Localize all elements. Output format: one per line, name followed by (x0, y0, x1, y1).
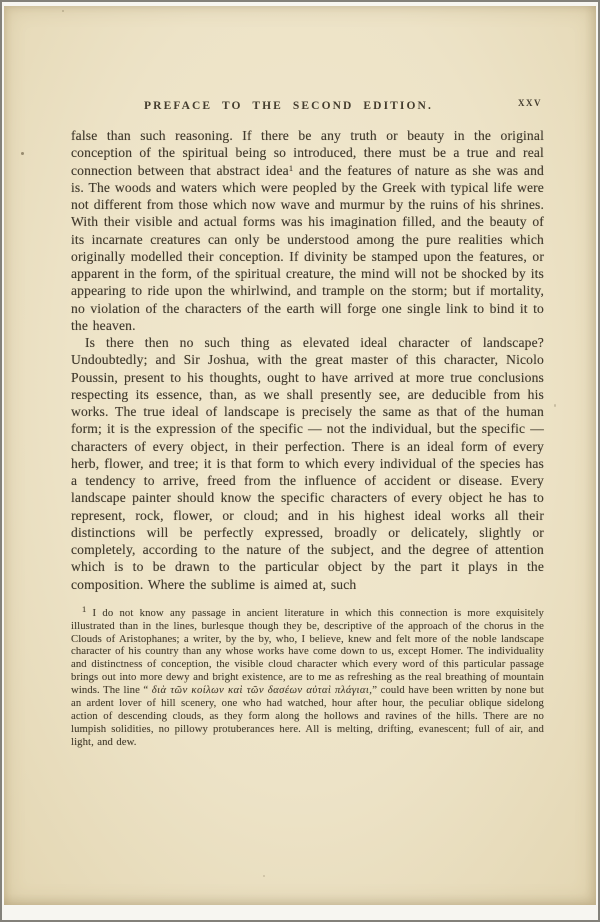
text-segment: and the features of nature as she was and is. The woods and waters which were peopled by the Greek with typical life were not different from those which now wave and murmur by the ruins of his shrines. With their visible and actual forms was his imagination filled, and the beauty of its incarnate creatures can only be understood among the pure realities which originally modelled their conception. If divinity be stamped upon the features, or apparent in the form, of the spiritual creature, the mind will not be shocked by its appearing to ride upon the whirlwind, and trample on the storm; but if mortality, no violation of the characters of the earth will forge one single link to bind it to the heaven. (71, 162, 544, 333)
page-number: xxv (518, 95, 542, 109)
running-header-title: PREFACE TO THE SECOND EDITION. (144, 100, 433, 112)
paper-speck (554, 404, 556, 407)
paper-speck (21, 152, 24, 155)
paper-speck (263, 875, 265, 877)
footnote (71, 603, 544, 749)
text-segment: false than such reasoning. If there be any truth or beauty in the original conception of the spiritual being so introduced, there must be a true and real connection between that abstract idea (71, 128, 544, 178)
paper-speck (62, 10, 64, 12)
text-segment: I do not know any passage in ancient literature in which this connection is more exquisitely illustrated than in the lines, burlesque though they be, descriptive of the approach of the chorus in the Clouds of Aristophanes; a writer, by the by, who, I believe, knew and felt more of the noble landscape character of his country than any whose works have come down to us, except Homer. The individuality and distinctness of conception, the visible cloud character which every word of this particular passage brings out into more dewy and bright existence, are to me as refreshing as the real breathing of mountain winds. The line “ (71, 606, 544, 697)
paragraph (71, 603, 544, 749)
footnote-marker: 1 (288, 162, 294, 173)
text-segment: Is there then no such thing as elevated ideal character of landscape? Undoubtedly; and Sir Joshua, with the great master of this character, Nicolo Poussin, present to his thoughts, ought to have arrived at more true conclusions respecting its essence, than, as we shall presently see, are deducible from his works. The true ideal of landscape is precisely the same as that of the human form; it is the expression of the specific — not the individual, but the specific — characters of every object, in their perfection. There is an ideal form of every herb, flower, and tree; it is that form to which every individual of the species has a tendency to arrive, freed from the influence of accident or disease. Every landscape painter should know the specific characters of every object he has to represent, rock, flower, or cloud; and in his highest ideal works all their distinctions will be perfectly expressed, broadly or delicately, slightly or completely, according to the nature of the subject, and the degree of attention which is to be drawn to the particular object by the part it plays in the composition. Where the sublime is aimed at, such (71, 335, 544, 592)
footnote-marker: 1 (82, 603, 87, 614)
body-text (71, 127, 544, 593)
text-segment: ” could have been written by none but an ardent lover of hill scenery, one who had watched, hour after hour, the peculiar oblique sidelong action of descending clouds, as they form along the hollows and ravines of the hills. There are no lumpish solidities, no pillowy protuberances here. All is melting, drifting, evanescent; full of air, and light, and dew. (71, 684, 544, 748)
greek-quotation: διὰ τῶν κοίλων καὶ τῶν δασέων αὐταὶ πλάγιαι, (151, 684, 373, 697)
text-block (71, 96, 544, 749)
paper-sheet (4, 6, 596, 905)
running-header (71, 96, 544, 112)
paragraph (71, 127, 544, 334)
paragraph (71, 334, 544, 593)
